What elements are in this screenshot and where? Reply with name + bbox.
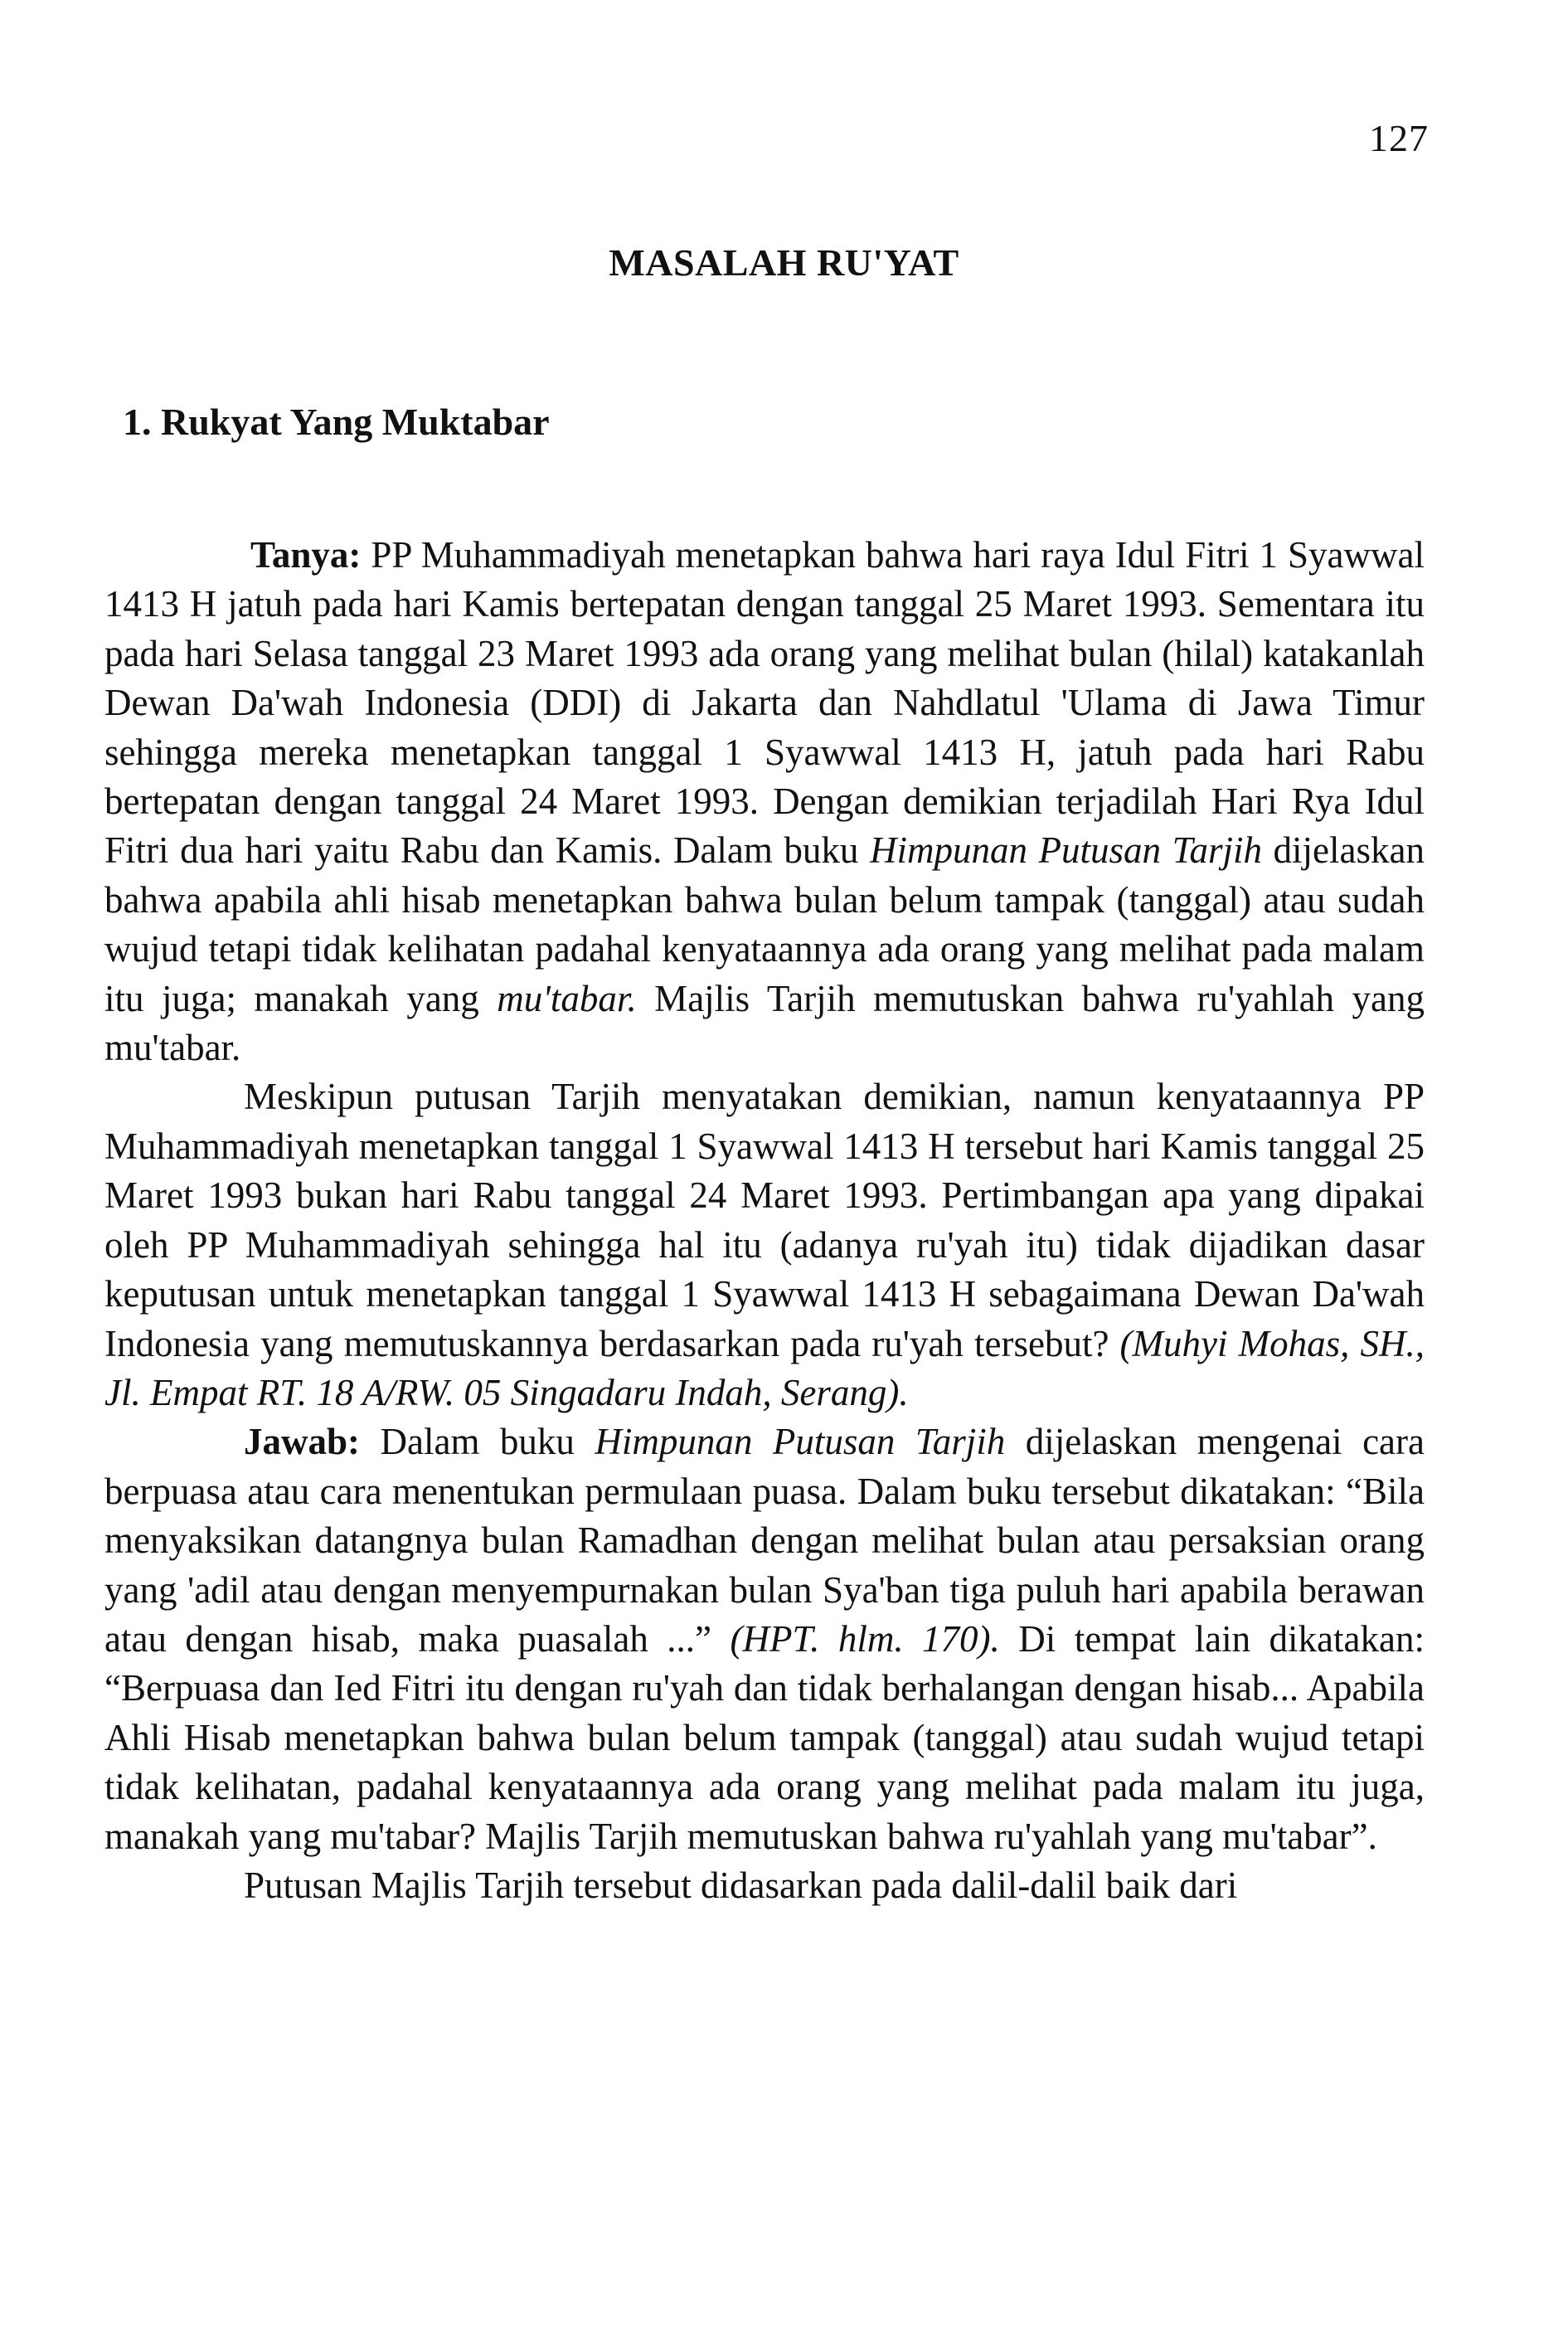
answer-paragraph <box>104 1417 1425 1861</box>
answer-text-2: dijelaskan mengenai cara berpuasa atau cara menentukan permulaan puasa. Dalam buku tersebut dikatakan: “Bila menyaksikan datangnya bulan Ramadhan dengan melihat bulan atau persaksian orang yang 'adil atau dengan menyempurnakan bulan Sya'ban tiga puluh hari apabila berawan atau dengan hisab, maka puasalah ...” <box>104 1421 1425 1660</box>
question-text-2: dijelaskan bahwa apabila ahli hisab menetapkan bahwa bulan belum tampak (tanggal) atau sudah wujud tetapi tidak kelihatan padahal kenyataannya ada orang yang melihat pada malam itu juga; manakah yang <box>104 829 1425 1019</box>
section-heading: 1. Rukyat Yang Muktabar <box>123 401 550 443</box>
chapter-title: MASALAH RU'YAT <box>609 241 959 284</box>
question-label: Tanya: <box>250 534 362 576</box>
answer-last-text: Putusan Majlis Tarjih tersebut didasarkan pada dalil-dalil baik dari <box>244 1864 1238 1906</box>
answer-label: Jawab: <box>244 1421 361 1463</box>
answer-paragraph-last <box>104 1861 1425 1910</box>
question-paragraph <box>104 531 1425 1072</box>
question-sender: (Muhyi Mohas, SH., Jl. Empat RT. 18 A/RW. 05 Singadaru Indah, Serang). <box>104 1322 1425 1413</box>
question-para2-text: Meskipun putusan Tarjih menyatakan demikian, namun kenyataannya PP Muhammadiyah menetapkan tanggal 1 Syawwal 1413 H tersebut hari Kamis tanggal 25 Maret 1993 bukan hari Rabu tanggal 24 Maret 1993. Pertimbangan apa yang dipakai oleh PP Muhammadiyah sehingga hal itu (adanya ru'yah itu) tidak dijadikan dasar keputusan untuk menetapkan tanggal 1 Syawwal 1413 H sebagaimana Dewan Da'wah Indonesia yang memutuskannya berdasarkan pada ru'yah tersebut? <box>104 1076 1425 1364</box>
answer-text-3: Di tempat lain dikatakan: “Berpuasa dan Ied Fitri itu dengan ru'yah dan tidak berhalangan dengan hisab... Apabila Ahli Hisab menetapkan bahwa bulan belum tampak (tanggal) atau sudah wujud tetapi tidak kelihatan, padahal kenyataannya ada orang yang melihat pada malam itu juga, manakah yang mu'tabar? Majlis Tarjih memutuskan bahwa ru'yahlah yang mu'tabar”. <box>104 1617 1425 1857</box>
question-term: mu'tabar. <box>497 977 637 1019</box>
question-text-3: Majlis Tarjih memutuskan bahwa ru'yahlah yang mu'tabar. <box>104 977 1425 1069</box>
question-text-1: PP Muhammadiyah menetapkan bahwa hari raya Idul Fitri 1 Syawwal 1413 H jatuh pada hari Kamis bertepatan dengan tanggal 25 Maret 1993. Sementara itu pada hari Selasa tanggal 23 Maret 1993 ada orang yang melihat bulan (hilal) katakanlah Dewan Da'wah Indonesia (DDI) di Jakarta dan Nahdlatul 'Ulama di Jawa Timur sehingga mereka menetapkan tanggal 1 Syawwal 1413 H, jatuh pada hari Rabu bertepatan dengan tanggal 24 Maret 1993. Dengan demikian terjadilah Hari Rya Idul Fitri dua hari yaitu Rabu dan Kamis. Dalam buku <box>104 534 1425 872</box>
page-number: 127 <box>1369 117 1429 159</box>
answer-book-title: Himpunan Putusan Tarjih <box>595 1421 1006 1463</box>
question-book-title: Himpunan Putusan Tarjih <box>869 829 1262 872</box>
answer-text-1: Dalam buku <box>360 1421 595 1463</box>
answer-citation: (HPT. hlm. 170). <box>730 1617 1000 1660</box>
question-paragraph-2 <box>104 1072 1425 1417</box>
body-text <box>104 531 1425 1910</box>
